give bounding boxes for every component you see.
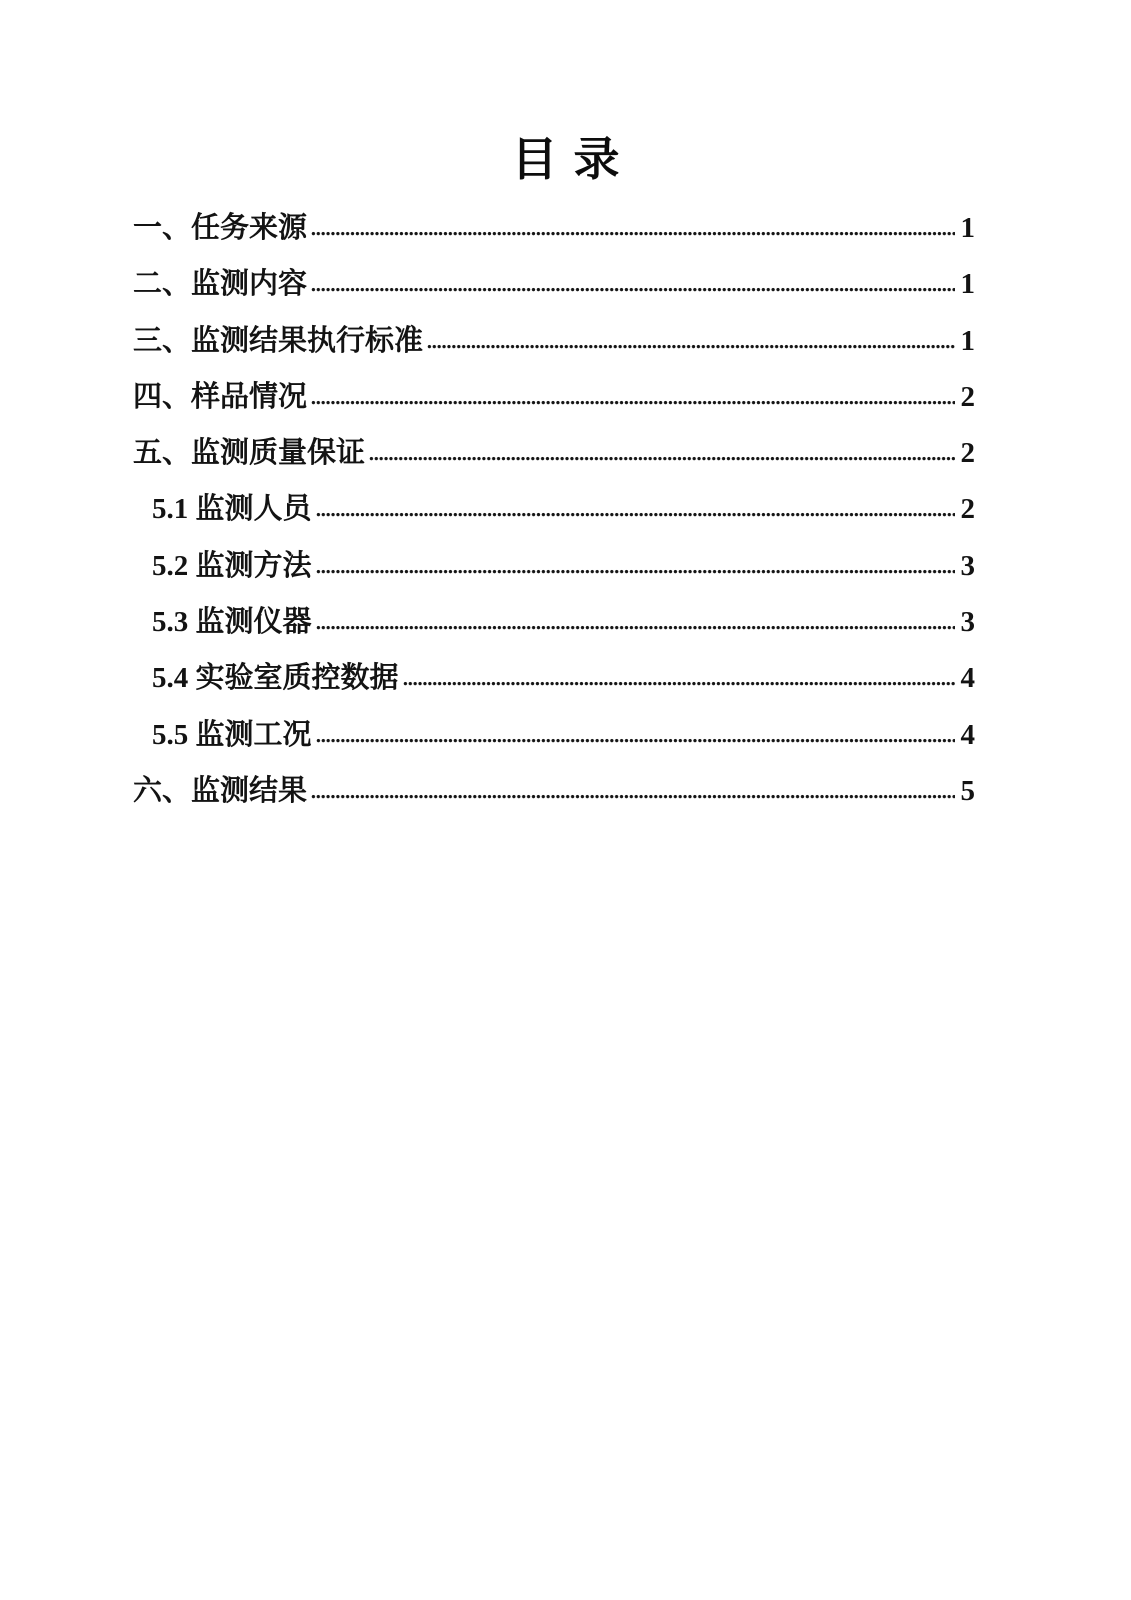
toc-entry-label: 五、监测质量保证 — [133, 437, 366, 470]
toc-entry-label: 四、样品情况 — [133, 380, 308, 413]
toc-entry[interactable] — [133, 538, 975, 594]
toc-entry-page-number: 1 — [960, 212, 975, 244]
dot-leader — [311, 794, 954, 800]
toc-entry[interactable] — [133, 425, 975, 481]
dot-leader — [311, 400, 954, 406]
dot-leader — [311, 231, 954, 237]
toc-entry[interactable] — [133, 256, 975, 312]
toc-entry-page-number: 1 — [960, 268, 975, 301]
toc-entry-page-number: 4 — [960, 662, 975, 695]
dot-leader — [403, 681, 955, 687]
toc-entry[interactable] — [133, 481, 975, 537]
toc-entry-page-number: 3 — [960, 549, 975, 582]
toc-entry-label: 三、监测结果执行标准 — [133, 324, 424, 357]
toc-entry-page-number: 3 — [960, 606, 975, 639]
toc-entry-label: 六、监测结果 — [133, 774, 308, 807]
toc-entry-page-number: 4 — [960, 718, 975, 751]
dot-leader — [316, 512, 955, 518]
toc-entry[interactable] — [133, 200, 975, 256]
dot-leader — [316, 569, 955, 575]
toc-entry[interactable] — [133, 763, 975, 819]
toc-entry-label: 5.4 实验室质控数据 — [152, 662, 399, 695]
dot-leader — [311, 287, 954, 293]
dot-leader — [316, 625, 955, 631]
toc-entry-label: 5.2 监测方法 — [152, 549, 312, 582]
toc-entry-label: 5.5 监测工况 — [152, 718, 312, 751]
toc-entry-page-number: 2 — [960, 437, 975, 470]
toc-entry-page-number: 2 — [960, 493, 975, 526]
toc-entry[interactable] — [133, 369, 975, 425]
toc-entry[interactable] — [133, 650, 975, 706]
toc-entry[interactable] — [133, 313, 975, 369]
dot-leader — [427, 344, 954, 350]
dot-leader — [316, 738, 955, 744]
table-of-contents — [0, 200, 1131, 819]
toc-entry-page-number: 5 — [960, 774, 975, 807]
toc-title: 目录 — [511, 134, 636, 185]
toc-entry-label: 一、任务来源 — [133, 212, 308, 244]
dot-leader — [369, 456, 954, 462]
toc-entry-label: 二、监测内容 — [133, 268, 308, 301]
toc-entry[interactable] — [133, 594, 975, 650]
toc-entry-label: 5.1 监测人员 — [152, 493, 312, 526]
toc-entry-page-number: 1 — [960, 324, 975, 357]
toc-entry[interactable] — [133, 707, 975, 763]
toc-entry-page-number: 2 — [960, 380, 975, 413]
toc-entry-label: 5.3 监测仪器 — [152, 606, 312, 639]
